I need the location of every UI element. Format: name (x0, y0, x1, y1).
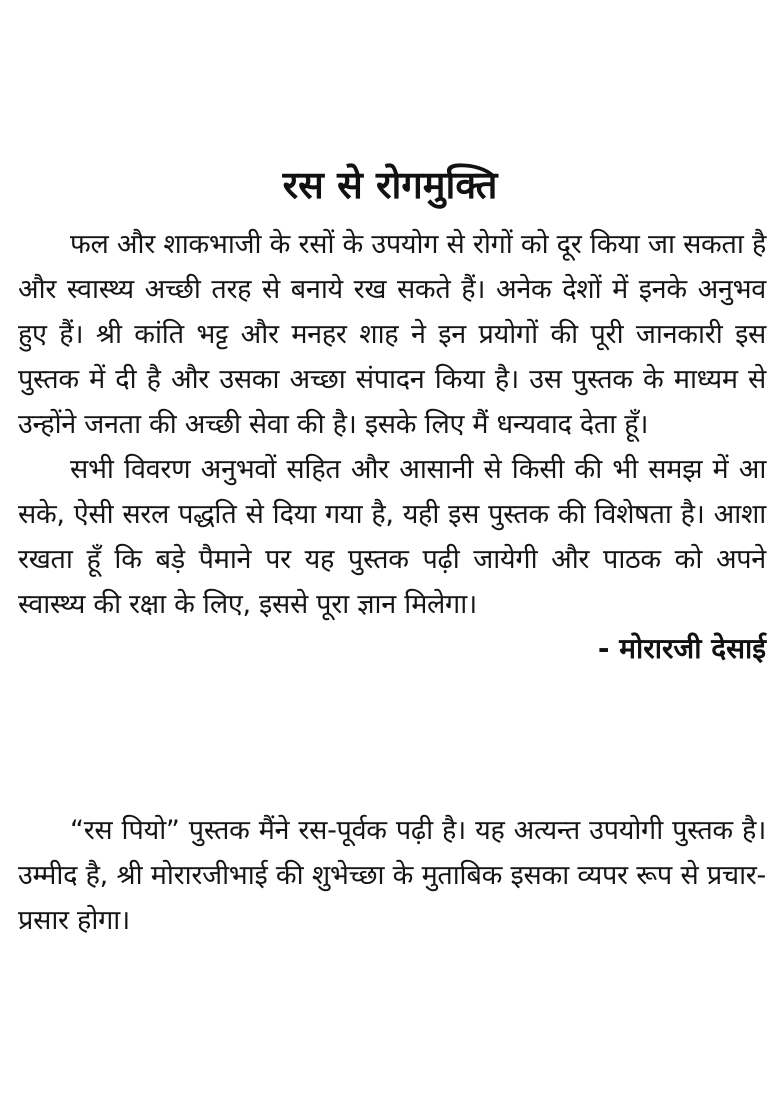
foreword-section (18, 222, 766, 671)
paragraph-2: सभी विवरण अनुभवों सहित और आसानी से किसी की भी समझ में आ सके, ऐसी सरल पद्धति से दिया गया है, यही इस पुस्तक की विशेषता है। आशा रखता हूँ कि बड़े पैमाने पर यह पुस्तक पढ़ी जायेगी और पाठक को अपने स्वास्थ्य की रक्षा के लिए, इससे पूरा ज्ञान मिलेगा। (18, 454, 766, 620)
paragraph-1: फल और शाकभाजी के रसों के उपयोग से रोगों को दूर किया जा सकता है और स्वास्थ्य अच्छी तरह से बनाये रख सकते हैं। अनेक देशों में इनके अनुभव हुए हैं। श्री कांति भट्ट और मनहर शाह ने इन प्रयोगों की पूरी जानकारी इस पुस्तक में दी है और उसका अच्छा संपादन किया है। उस पुस्तक के माध्यम से उन्होंने जनता की अच्छी सेवा की है। इसके लिए मैं धन्यवाद देता हूँ। (18, 229, 766, 440)
endorsement-section (18, 808, 766, 943)
paragraph-3: “रस पियो” पुस्तक मैंने रस-पूर्वक पढ़ी है। यह अत्यन्त उपयोगी पुस्तक है। उम्मीद है, श्री मोरारजीभाई की शुभेच्छा के मुताबिक इसका व्यपर रूप से प्रचार-प्रसार होगा। (18, 815, 766, 936)
page-title: रस से रोगमुक्ति (282, 163, 498, 207)
signature: - मोरारजी देसाई (597, 632, 766, 665)
